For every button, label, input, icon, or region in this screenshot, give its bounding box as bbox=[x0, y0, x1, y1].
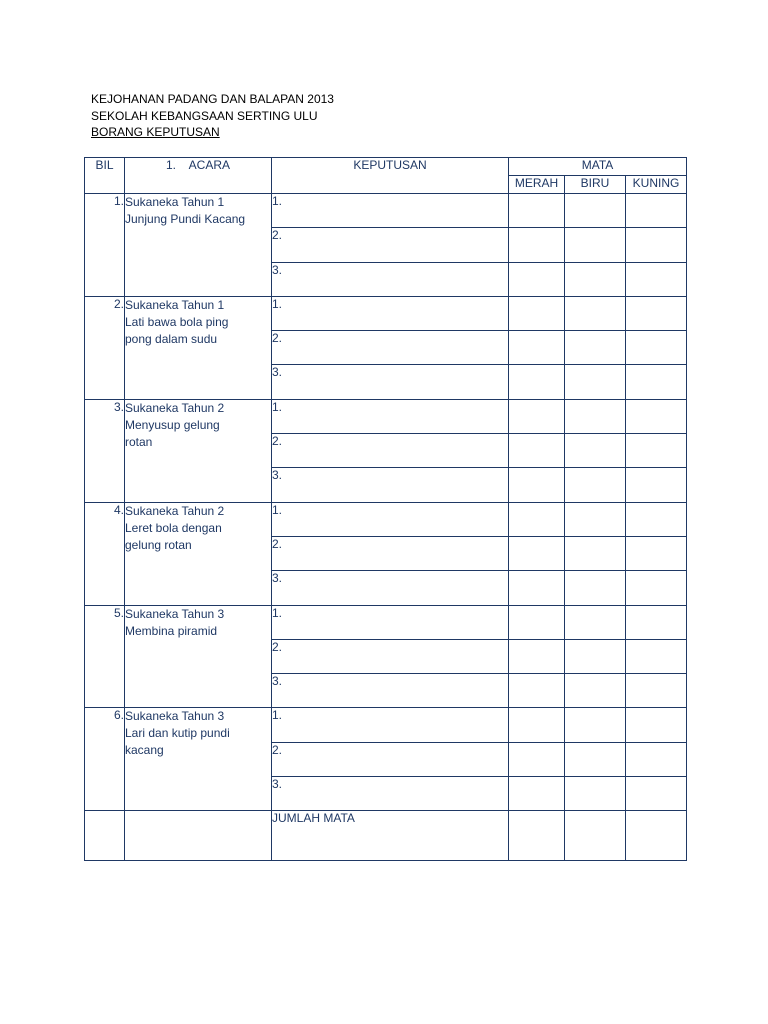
points-merah-cell[interactable] bbox=[509, 228, 565, 262]
event-number: 1. bbox=[85, 194, 125, 297]
points-kuning-cell[interactable] bbox=[626, 502, 687, 536]
points-kuning-cell[interactable] bbox=[626, 296, 687, 330]
result-row bbox=[85, 708, 687, 742]
placing-cell[interactable]: 2. bbox=[272, 228, 509, 262]
event-name bbox=[125, 708, 272, 811]
points-merah-cell[interactable] bbox=[509, 674, 565, 708]
points-biru-cell[interactable] bbox=[565, 331, 626, 365]
points-biru-cell[interactable] bbox=[565, 571, 626, 605]
points-biru-cell[interactable] bbox=[565, 434, 626, 468]
total-biru-cell[interactable] bbox=[565, 811, 626, 861]
result-row bbox=[85, 502, 687, 536]
points-merah-cell[interactable] bbox=[509, 502, 565, 536]
points-biru-cell[interactable] bbox=[565, 296, 626, 330]
total-acara-cell bbox=[125, 811, 272, 861]
points-merah-cell[interactable] bbox=[509, 605, 565, 639]
placing-cell[interactable]: 1. bbox=[272, 605, 509, 639]
event-number: 3. bbox=[85, 399, 125, 502]
points-biru-cell[interactable] bbox=[565, 605, 626, 639]
placing-cell[interactable]: 1. bbox=[272, 194, 509, 228]
total-row bbox=[85, 811, 687, 861]
points-kuning-cell[interactable] bbox=[626, 571, 687, 605]
event-name-line2: Menyusup gelung bbox=[125, 417, 220, 432]
result-row bbox=[85, 399, 687, 433]
placing-cell[interactable]: 2. bbox=[272, 331, 509, 365]
events-body bbox=[85, 194, 687, 861]
points-biru-cell[interactable] bbox=[565, 708, 626, 742]
result-row bbox=[85, 296, 687, 330]
total-kuning-cell[interactable] bbox=[626, 811, 687, 861]
points-merah-cell[interactable] bbox=[509, 639, 565, 673]
event-name bbox=[125, 502, 272, 605]
points-biru-cell[interactable] bbox=[565, 194, 626, 228]
points-biru-cell[interactable] bbox=[565, 639, 626, 673]
points-biru-cell[interactable] bbox=[565, 742, 626, 776]
placing-cell[interactable]: 2. bbox=[272, 639, 509, 673]
points-biru-cell[interactable] bbox=[565, 365, 626, 399]
points-kuning-cell[interactable] bbox=[626, 331, 687, 365]
points-biru-cell[interactable] bbox=[565, 262, 626, 296]
event-name-line2: Junjung Pundi Kacang bbox=[125, 212, 246, 226]
points-merah-cell[interactable] bbox=[509, 536, 565, 570]
placing-cell[interactable]: 2. bbox=[272, 742, 509, 776]
form-title: BORANG KEPUTUSAN bbox=[91, 125, 220, 139]
event-name-line3: pong dalam sudu bbox=[125, 331, 218, 346]
event-name-line1: Sukaneka Tahun 2 bbox=[125, 400, 225, 415]
placing-cell[interactable]: 3. bbox=[272, 468, 509, 502]
points-biru-cell[interactable] bbox=[565, 228, 626, 262]
points-merah-cell[interactable] bbox=[509, 468, 565, 502]
result-row bbox=[85, 605, 687, 639]
points-kuning-cell[interactable] bbox=[626, 365, 687, 399]
event-number: 5. bbox=[85, 605, 125, 708]
points-biru-cell[interactable] bbox=[565, 468, 626, 502]
total-label: JUMLAH MATA bbox=[272, 811, 509, 861]
header-mata: MATA bbox=[509, 158, 687, 176]
header-merah: MERAH bbox=[509, 176, 565, 194]
points-merah-cell[interactable] bbox=[509, 331, 565, 365]
points-merah-cell[interactable] bbox=[509, 262, 565, 296]
header-acara: 1. ACARA bbox=[125, 158, 272, 194]
total-bil-cell bbox=[85, 811, 125, 861]
points-kuning-cell[interactable] bbox=[626, 536, 687, 570]
placing-cell[interactable]: 1. bbox=[272, 399, 509, 433]
results-table bbox=[84, 157, 687, 861]
points-kuning-cell[interactable] bbox=[626, 262, 687, 296]
header-kuning: KUNING bbox=[626, 176, 687, 194]
points-biru-cell[interactable] bbox=[565, 536, 626, 570]
placing-cell[interactable]: 3. bbox=[272, 674, 509, 708]
placing-cell[interactable]: 1. bbox=[272, 296, 509, 330]
event-name-line1: Sukaneka Tahun 3 bbox=[125, 709, 225, 724]
points-kuning-cell[interactable] bbox=[626, 605, 687, 639]
points-merah-cell[interactable] bbox=[509, 742, 565, 776]
points-kuning-cell[interactable] bbox=[626, 674, 687, 708]
event-number: 4. bbox=[85, 502, 125, 605]
result-row bbox=[85, 194, 687, 228]
event-name-line2: Lari dan kutip pundi bbox=[125, 726, 230, 741]
points-kuning-cell[interactable] bbox=[626, 742, 687, 776]
event-name-line1: Sukaneka Tahun 3 bbox=[125, 606, 225, 621]
placing-cell[interactable]: 1. bbox=[272, 502, 509, 536]
event-number: 2. bbox=[85, 296, 125, 399]
event-title: KEJOHANAN PADANG DAN BALAPAN 2013 bbox=[91, 92, 334, 106]
points-biru-cell[interactable] bbox=[565, 399, 626, 433]
event-name-line1: Sukaneka Tahun 2 bbox=[125, 503, 225, 518]
points-kuning-cell[interactable] bbox=[626, 399, 687, 433]
event-name bbox=[125, 605, 272, 708]
points-kuning-cell[interactable] bbox=[626, 228, 687, 262]
points-merah-cell[interactable] bbox=[509, 296, 565, 330]
placing-cell[interactable]: 3. bbox=[272, 777, 509, 811]
event-name bbox=[125, 399, 272, 502]
placing-cell[interactable]: 1. bbox=[272, 708, 509, 742]
event-name-line3: gelung rotan bbox=[125, 537, 192, 552]
school-name: SEKOLAH KEBANGSAAN SERTING ULU bbox=[91, 109, 318, 123]
total-merah-cell[interactable] bbox=[509, 811, 565, 861]
points-merah-cell[interactable] bbox=[509, 365, 565, 399]
header-keputusan: KEPUTUSAN bbox=[272, 158, 509, 194]
placing-cell[interactable]: 2. bbox=[272, 434, 509, 468]
points-merah-cell[interactable] bbox=[509, 434, 565, 468]
points-kuning-cell[interactable] bbox=[626, 468, 687, 502]
event-name-line1: Sukaneka Tahun 1 bbox=[125, 195, 225, 209]
points-kuning-cell[interactable] bbox=[626, 777, 687, 811]
points-biru-cell[interactable] bbox=[565, 777, 626, 811]
points-merah-cell[interactable] bbox=[509, 194, 565, 228]
points-merah-cell[interactable] bbox=[509, 708, 565, 742]
header-biru: BIRU bbox=[565, 176, 626, 194]
points-merah-cell[interactable] bbox=[509, 571, 565, 605]
event-name-line3: rotan bbox=[125, 434, 153, 449]
points-kuning-cell[interactable] bbox=[626, 434, 687, 468]
event-number: 6. bbox=[85, 708, 125, 811]
points-merah-cell[interactable] bbox=[509, 777, 565, 811]
event-name-line2: Lati bawa bola ping bbox=[125, 314, 229, 329]
event-name-line2: Membina piramid bbox=[125, 623, 218, 638]
placing-cell[interactable]: 3. bbox=[272, 365, 509, 399]
header-bil: BIL bbox=[85, 158, 125, 194]
points-biru-cell[interactable] bbox=[565, 502, 626, 536]
placing-cell[interactable]: 3. bbox=[272, 262, 509, 296]
points-kuning-cell[interactable] bbox=[626, 639, 687, 673]
event-name bbox=[125, 194, 272, 297]
event-name-line3: kacang bbox=[125, 743, 164, 758]
points-kuning-cell[interactable] bbox=[626, 194, 687, 228]
points-biru-cell[interactable] bbox=[565, 674, 626, 708]
event-name-line1: Sukaneka Tahun 1 bbox=[125, 297, 225, 312]
event-name-line2: Leret bola dengan bbox=[125, 520, 222, 535]
placing-cell[interactable]: 2. bbox=[272, 536, 509, 570]
points-merah-cell[interactable] bbox=[509, 399, 565, 433]
points-kuning-cell[interactable] bbox=[626, 708, 687, 742]
event-name bbox=[125, 296, 272, 399]
placing-cell[interactable]: 3. bbox=[272, 571, 509, 605]
